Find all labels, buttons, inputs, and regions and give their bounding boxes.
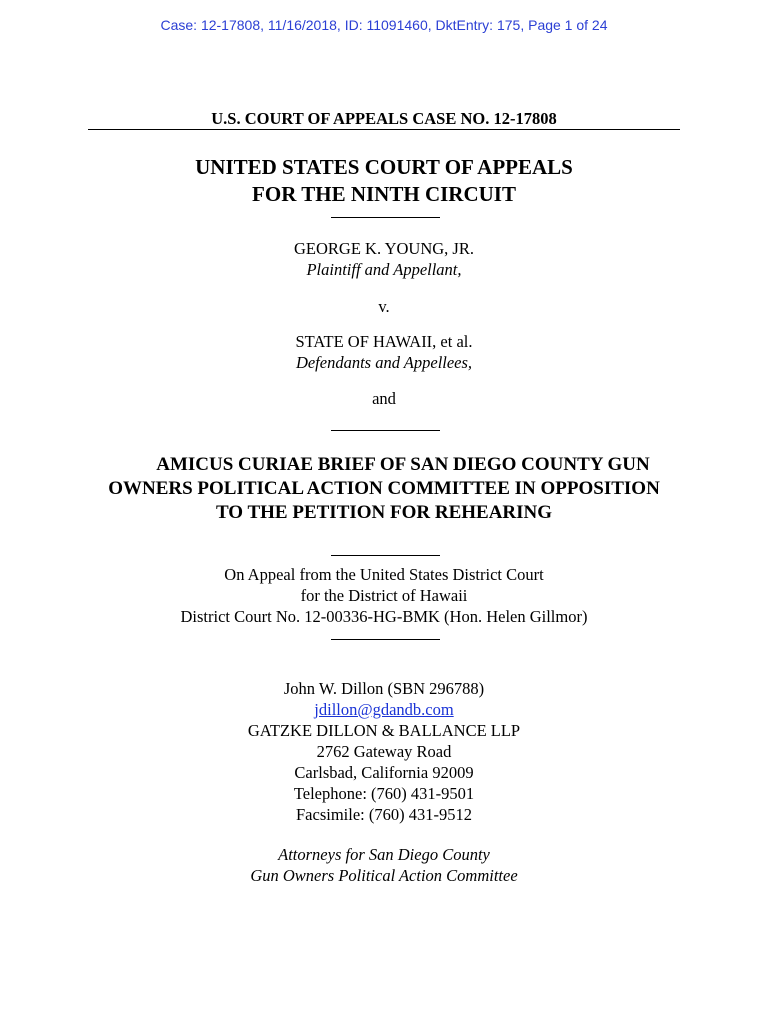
firm-telephone: Telephone: (760) 431-9501 [293,784,475,803]
attorneys-for-block [0,844,768,886]
case-number-rule [88,129,680,130]
appeal-block [0,564,768,627]
divider-rule [331,217,440,218]
versus-text: v. [378,297,390,316]
docket-stamp: Case: 12-17808, 11/16/2018, ID: 11091460, DktEntry: 175, Page 1 of 24 [160,17,608,33]
firm-city: Carlsbad, California 92009 [294,763,474,782]
firm-name: GATZKE DILLON & BALLANCE LLP [247,721,521,740]
counsel-block [0,678,768,825]
attorneys-for-line-2: Gun Owners Political Action Committee [250,866,518,885]
brief-title-line-3: TO THE PETITION FOR REHEARING [215,502,553,523]
brief-title-line-2: OWNERS POLITICAL ACTION COMMITTEE IN OPPOSITION [108,478,660,499]
defendant-block [0,331,768,373]
court-heading [0,154,768,208]
defendant-role: Defendants and Appellees, [295,353,473,372]
defendant-name: STATE OF HAWAII, et al. [295,332,473,351]
brief-title [88,453,680,525]
counsel-email-link[interactable]: jdillon@gdandb.com [314,700,454,719]
appeal-line-2: for the District of Hawaii [300,586,468,605]
plaintiff-block [0,238,768,280]
divider-rule [331,555,440,556]
court-line-2: FOR THE NINTH CIRCUIT [252,182,516,206]
case-number-heading: U.S. COURT OF APPEALS CASE NO. 12-17808 [211,109,557,128]
plaintiff-name: GEORGE K. YOUNG, JR. [294,239,474,258]
divider-rule [331,430,440,431]
court-line-1: UNITED STATES COURT OF APPEALS [195,155,573,179]
appeal-line-3: District Court No. 12-00336-HG-BMK (Hon. Helen Gillmor) [180,607,588,626]
firm-street: 2762 Gateway Road [316,742,452,761]
and-text: and [372,389,396,408]
divider-rule [331,639,440,640]
firm-facsimile: Facsimile: (760) 431-9512 [296,805,472,824]
plaintiff-role: Plaintiff and Appellant, [306,260,462,279]
brief-title-line-1: AMICUS CURIAE BRIEF OF SAN DIEGO COUNTY GUN [156,454,650,475]
appeal-line-1: On Appeal from the United States District Court [224,565,544,584]
counsel-name: John W. Dillon (SBN 296788) [283,679,485,698]
attorneys-for-line-1: Attorneys for San Diego County [278,845,490,864]
